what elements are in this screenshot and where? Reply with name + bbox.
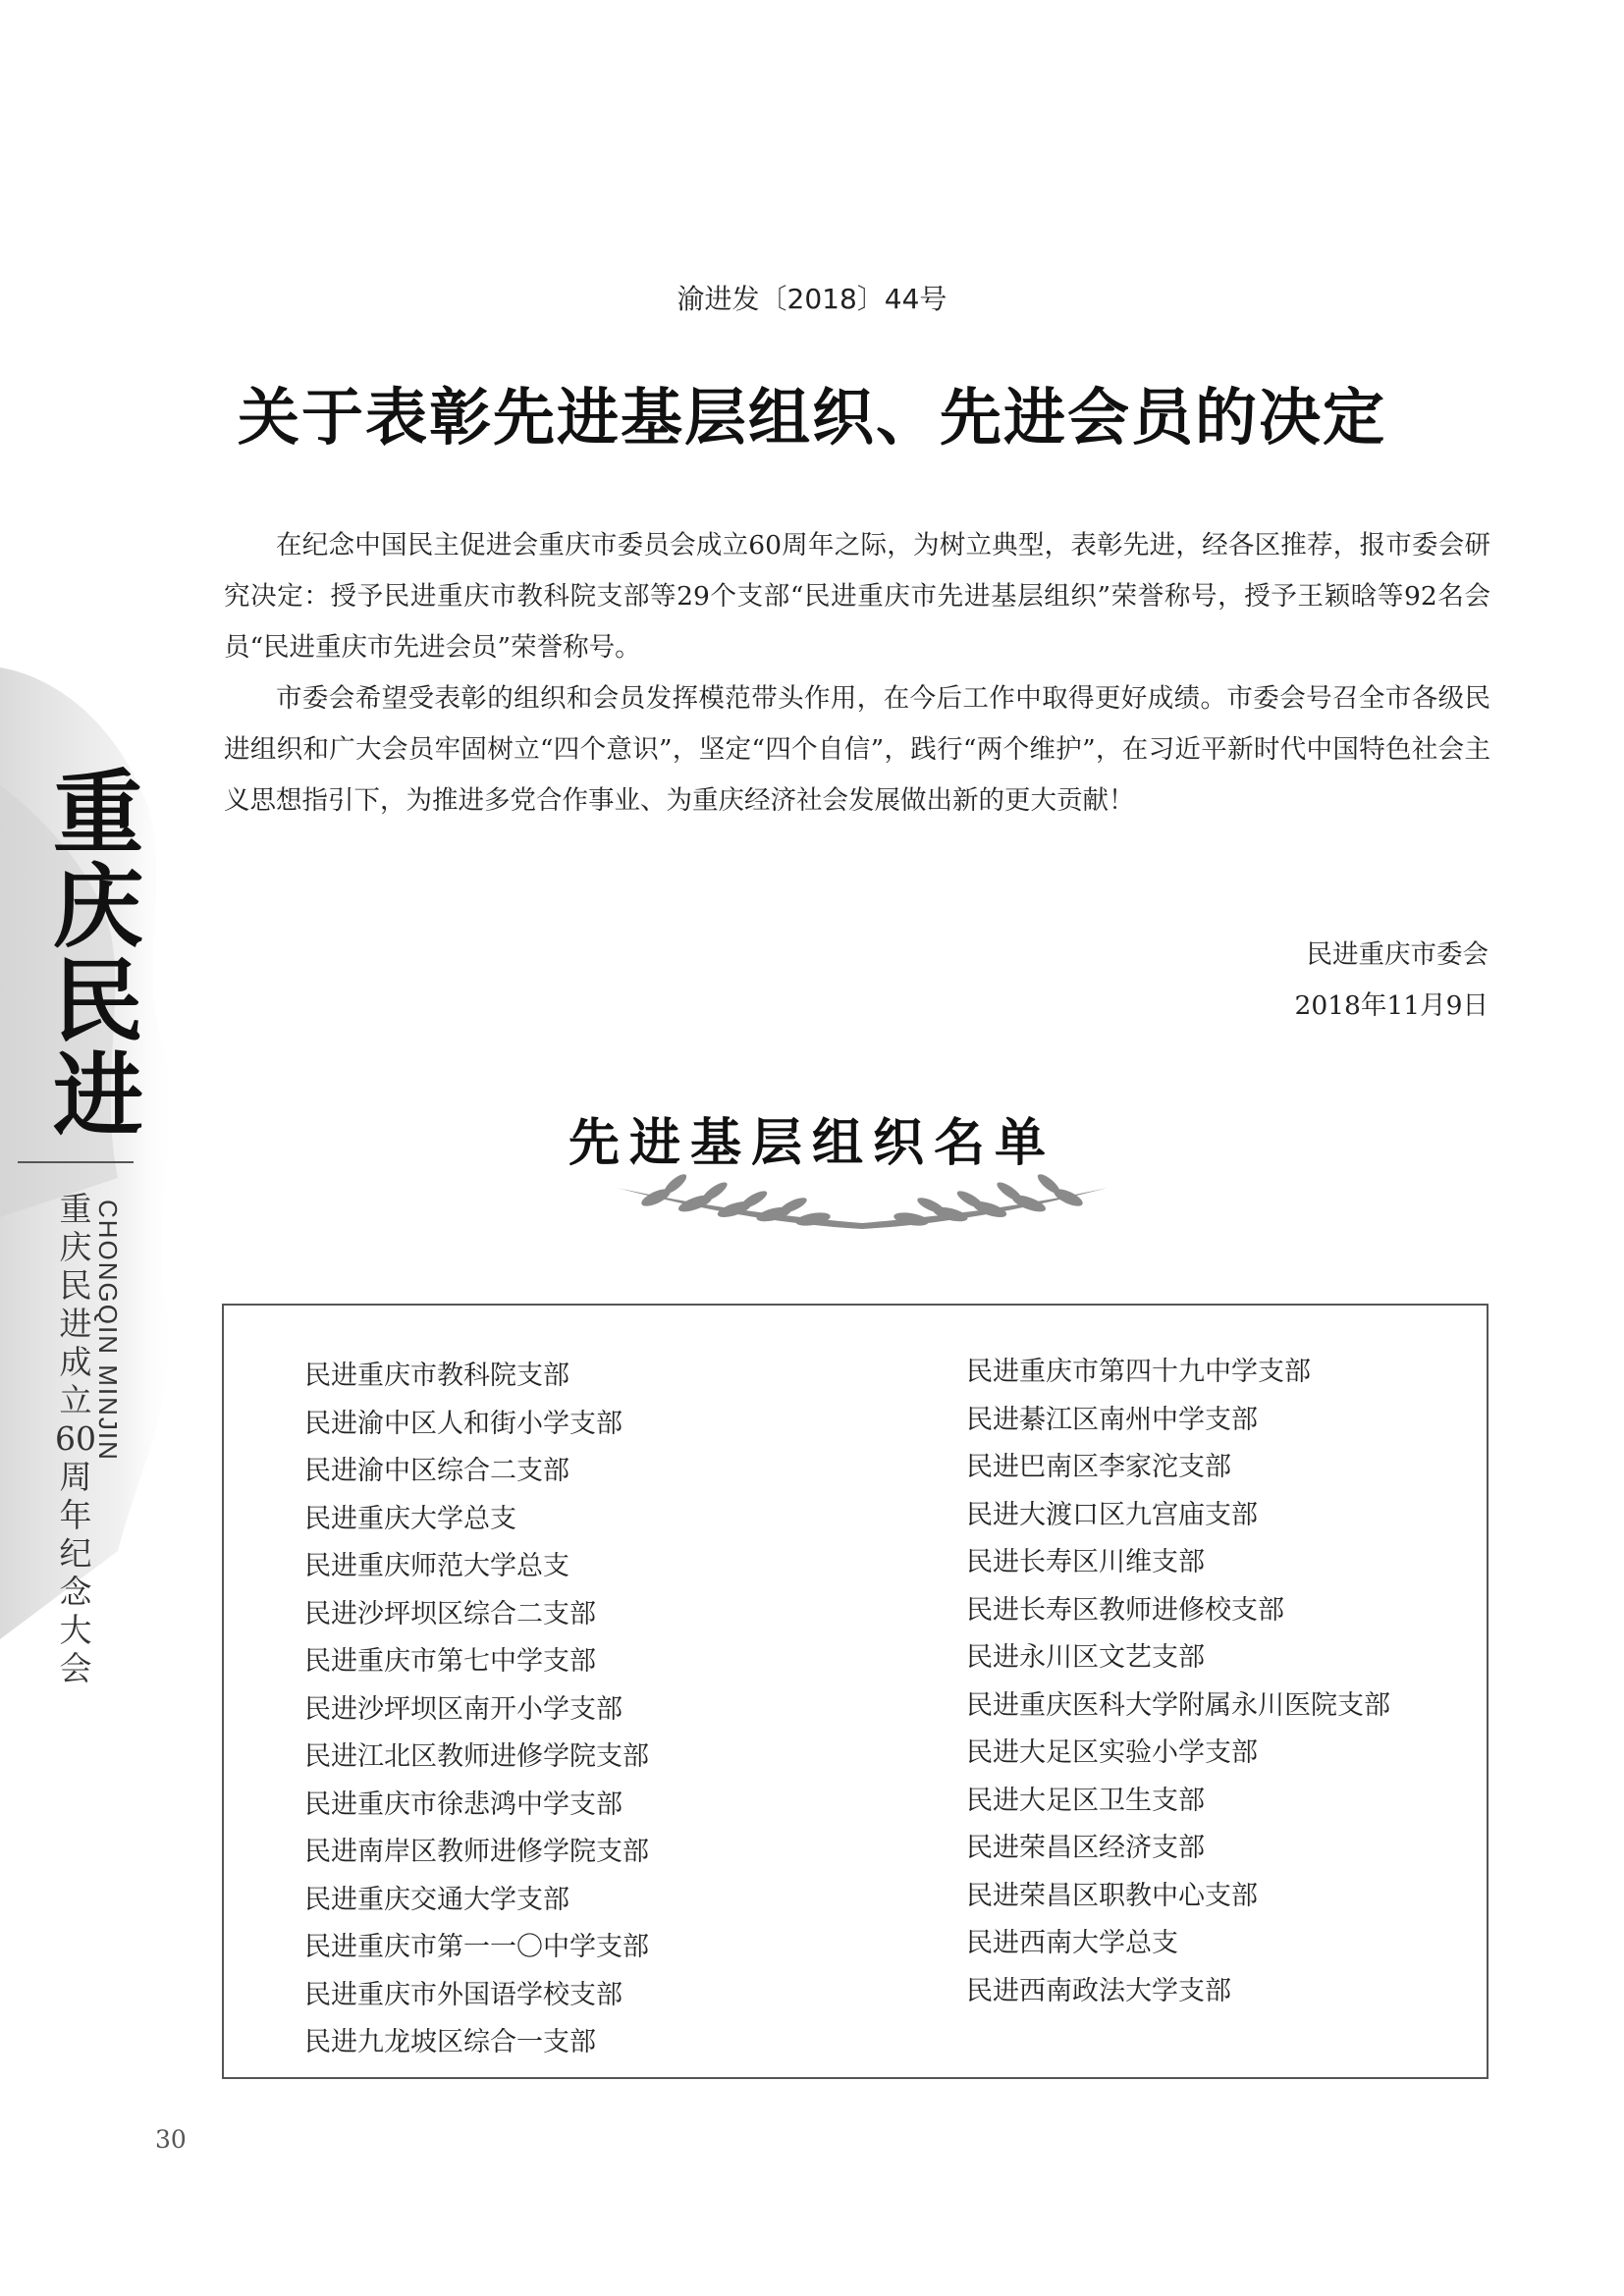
list-item: 民进永川区文艺支部 (966, 1642, 1205, 1673)
list-item: 民进大足区卫生支部 (966, 1785, 1205, 1816)
signature-org: 民进重庆市委会 (1306, 939, 1489, 970)
sidebar-title-char: 年 (59, 1496, 92, 1534)
list-item: 民进綦江区南州中学支部 (966, 1404, 1258, 1435)
sidebar-title-char: 纪 (59, 1534, 92, 1573)
calligraphy-char: 重 (52, 760, 143, 866)
calligraphy-char: 进 (52, 1042, 143, 1148)
list-item: 民进沙坪坝区南开小学支部 (304, 1693, 623, 1725)
decision-body (224, 520, 1490, 827)
list-item: 民进重庆市第七中学支部 (304, 1646, 596, 1677)
list-item: 民进渝中区综合二支部 (304, 1456, 569, 1486)
list-item: 民进巴南区李家沱支部 (966, 1452, 1231, 1482)
calligraphy-char: 庆 (52, 854, 143, 960)
list-item: 民进重庆市徐悲鸿中学支部 (304, 1789, 623, 1820)
list-item: 民进长寿区川维支部 (966, 1547, 1205, 1577)
signature-date: 2018年11月9日 (1294, 990, 1489, 1021)
list-item: 民进重庆市第一一〇中学支部 (304, 1932, 649, 1962)
list-item: 民进重庆师范大学总支 (304, 1551, 569, 1581)
list-item: 民进大足区实验小学支部 (966, 1737, 1258, 1768)
list-item: 民进重庆市第四十九中学支部 (966, 1357, 1311, 1387)
list-item: 民进南岸区教师进修学院支部 (304, 1837, 649, 1867)
section-title: 先进基层组织名单 (568, 1113, 1056, 1173)
sidebar-title-char: 进 (59, 1305, 92, 1343)
list-item: 民进长寿区教师进修校支部 (966, 1594, 1284, 1626)
sidebar-vertical-title (54, 1190, 97, 1687)
sidebar-title-char: 60 (55, 1419, 96, 1458)
sidebar-title-char: 民 (59, 1266, 92, 1305)
organization-list-right (966, 1349, 1390, 2015)
sidebar-title-char: 重 (59, 1190, 92, 1228)
list-item: 民进重庆医科大学附属永川医院支部 (966, 1689, 1390, 1721)
list-item: 民进荣昌区职教中心支部 (966, 1880, 1258, 1911)
sidebar-english-title: CHONGQIN MINJIN (93, 1200, 123, 1462)
page-title: 关于表彰先进基层组织、先进会员的决定 (238, 381, 1386, 454)
document-number: 渝进发〔2018〕44号 (677, 283, 947, 315)
list-item: 民进九龙坡区综合一支部 (304, 2027, 596, 2057)
list-item: 民进重庆交通大学支部 (304, 1884, 569, 1915)
sidebar-title-char: 成 (59, 1343, 92, 1381)
calligraphy-char: 民 (52, 948, 143, 1054)
organization-list-box (222, 1304, 1489, 2079)
list-item: 民进重庆市外国语学校支部 (304, 1979, 623, 2010)
body-paragraph: 在纪念中国民主促进会重庆市委员会成立60周年之际，为树立典型，表彰先进，经各区推荐，报市委会研究决定：授予民进重庆市教科院支部等29个支部“民进重庆市先进基层组织”荣誉称号，授予王颖晗等92名会员“民进重庆市先进会员”荣誉称号。 (224, 530, 1490, 663)
list-item: 民进沙坪坝区综合二支部 (304, 1598, 596, 1629)
sidebar-title-char: 立 (59, 1381, 92, 1419)
list-item: 民进江北区教师进修学院支部 (304, 1741, 649, 1772)
list-item: 民进大渡口区九宫庙支部 (966, 1499, 1258, 1530)
list-item: 民进荣昌区经济支部 (966, 1833, 1205, 1863)
sidebar-calligraphy-logo (44, 760, 152, 1148)
sidebar-title-char: 周 (59, 1458, 92, 1496)
body-paragraph: 市委会希望受表彰的组织和会员发挥模范带头作用，在今后工作中取得更好成绩。市委会号召全市各级民进组织和广大会员牢固树立“四个意识”，坚定“四个自信”，践行“两个维护”，在习近平新时代中国特色社会主义思想指引下，为推进多党合作事业、为重庆经济社会发展做出新的更大贡献！ (224, 683, 1490, 816)
sidebar-title-char: 庆 (59, 1228, 92, 1266)
organization-list-left (304, 1353, 649, 2067)
page-number: 30 (155, 2125, 187, 2154)
signature-block (1294, 930, 1489, 1032)
sidebar-title-char: 大 (59, 1611, 92, 1649)
list-item: 民进西南大学总支 (966, 1928, 1178, 1958)
list-item: 民进渝中区人和街小学支部 (304, 1408, 623, 1439)
list-item: 民进西南政法大学支部 (966, 1975, 1231, 2006)
list-item: 民进重庆大学总支 (304, 1503, 516, 1534)
sidebar-title-char: 念 (59, 1573, 92, 1611)
sidebar-title-char: 会 (59, 1649, 92, 1687)
laurel-ornament-icon (597, 1168, 1127, 1239)
list-item: 民进重庆市教科院支部 (304, 1361, 569, 1391)
